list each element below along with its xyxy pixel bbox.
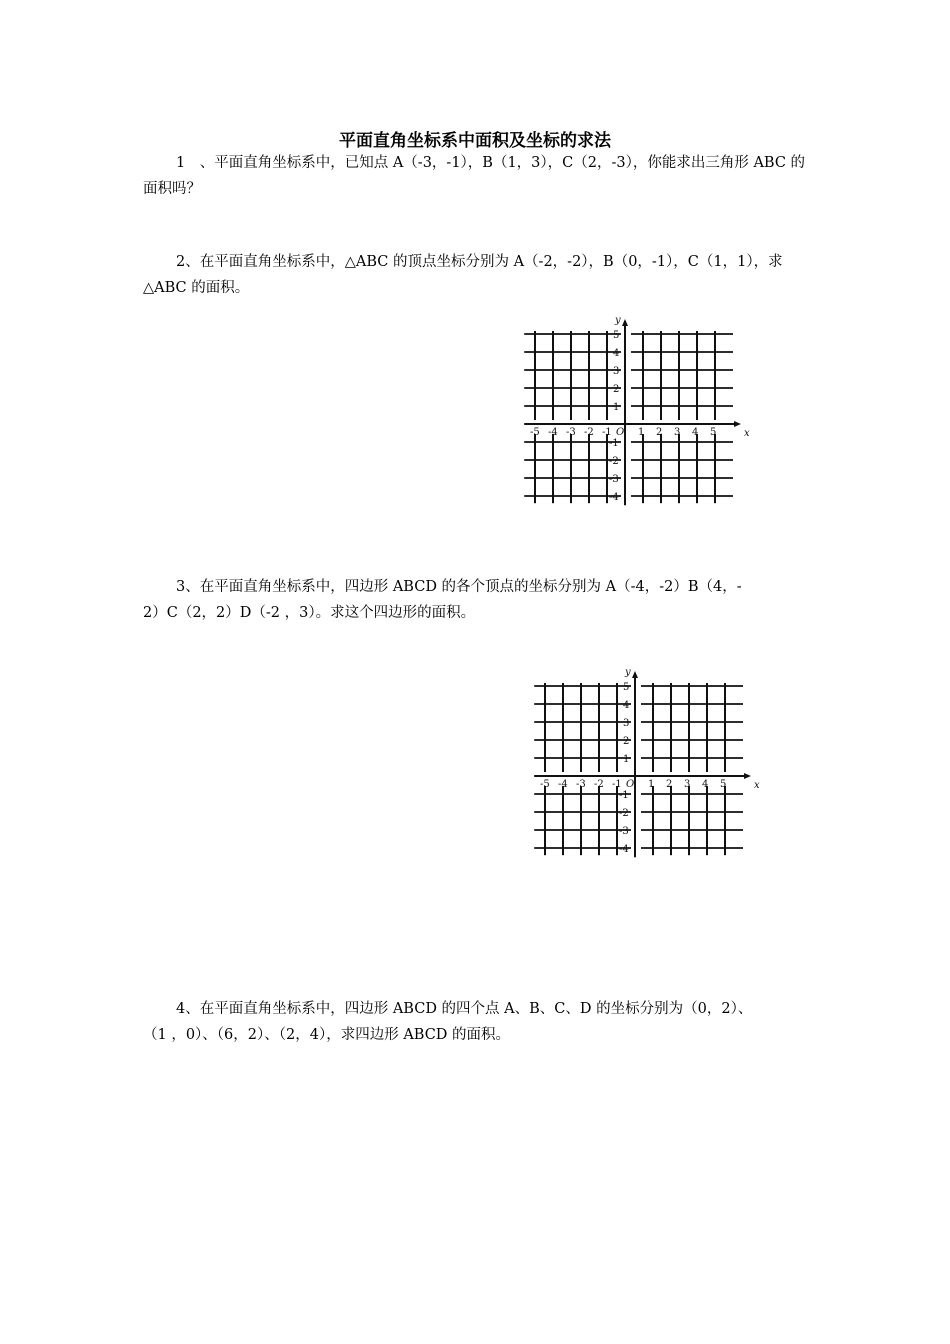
y-tick-label: 3 <box>613 366 620 377</box>
y-tick-label: 1 <box>613 402 620 413</box>
y-tick-label: 2 <box>613 384 620 395</box>
x-tick-label: -2 <box>594 779 604 790</box>
x-tick-label: 5 <box>710 427 717 438</box>
x-tick-label: -3 <box>566 427 576 438</box>
x-tick-label: 1 <box>648 779 655 790</box>
origin-label: O <box>616 427 625 438</box>
question-4-line-1: 4、在平面直角坐标系中，四边形 ABCD 的四个点 A、B、C、D 的坐标分别为（0，2）、 <box>176 1001 753 1017</box>
x-tick-label: -3 <box>576 779 586 790</box>
question-1 <box>143 150 808 202</box>
x-axis-arrow <box>734 421 741 427</box>
origin-label: O <box>626 779 635 790</box>
question-3-line-1: 3、在平面直角坐标系中，四边形 ABCD 的各个顶点的坐标分别为 A（-4，-2）B（4，- <box>176 579 742 595</box>
y-tick-label: -2 <box>619 808 629 819</box>
y-tick-label: 2 <box>623 736 630 747</box>
question-1-line-1: 1 、平面直角坐标系中，已知点 A（-3，-1），B（1，3），C（2，-3），你能求出三角形 ABC 的 <box>176 155 806 171</box>
y-tick-label: -3 <box>609 474 619 485</box>
x-tick-label: -1 <box>602 427 612 438</box>
x-axis-arrow <box>744 773 751 779</box>
x-tick-label: 2 <box>656 427 663 438</box>
question-2-line-1: 2、在平面直角坐标系中，△ABC 的顶点坐标分别为 A（-2，-2），B（0，-1），C（1，1），求 <box>176 254 783 270</box>
x-axis-label: x <box>754 780 760 791</box>
y-tick-label: 1 <box>623 754 630 765</box>
x-tick-label: 1 <box>638 427 645 438</box>
question-2 <box>143 249 808 301</box>
x-tick-label: -4 <box>558 779 568 790</box>
question-2-line-2: △ABC 的面积。 <box>143 280 250 296</box>
page-title: 平面直角坐标系中面积及坐标的求法 <box>339 131 611 151</box>
y-axis-arrow <box>622 319 628 326</box>
question-3-line-2: 2）C（2，2）D（-2 ，3）。求这个四边形的面积。 <box>143 605 476 621</box>
x-tick-label: 4 <box>702 779 709 790</box>
y-tick-label: -2 <box>609 456 619 467</box>
x-tick-label: -1 <box>612 779 622 790</box>
y-axis-label: y <box>625 667 631 678</box>
x-tick-label: 5 <box>720 779 727 790</box>
y-axis-arrow <box>632 671 638 678</box>
y-tick-label: -4 <box>609 492 619 503</box>
y-tick-label: -4 <box>619 844 629 855</box>
x-tick-label: -4 <box>548 427 558 438</box>
x-tick-label: 4 <box>692 427 699 438</box>
question-3 <box>143 574 808 626</box>
question-4 <box>143 996 808 1048</box>
x-tick-label: 2 <box>666 779 673 790</box>
y-tick-label: -1 <box>609 438 619 449</box>
x-axis-label: x <box>744 428 750 439</box>
x-tick-label: -5 <box>540 779 550 790</box>
y-tick-label: -3 <box>619 826 629 837</box>
x-tick-label: 3 <box>674 427 681 438</box>
y-tick-label: -1 <box>619 790 629 801</box>
x-tick-label: -2 <box>584 427 594 438</box>
y-tick-label: 4 <box>623 700 630 711</box>
y-tick-label: 5 <box>613 330 620 341</box>
question-1-line-2: 面积吗？ <box>143 181 201 197</box>
coordinate-grid-1 <box>517 300 750 505</box>
y-tick-label: 4 <box>613 348 620 359</box>
question-4-line-2: （1 ，0）、（6，2）、（2，4），求四边形 ABCD 的面积。 <box>143 1027 511 1043</box>
coordinate-grid-2 <box>527 652 760 857</box>
x-tick-label: -5 <box>530 427 540 438</box>
y-tick-label: 5 <box>623 682 630 693</box>
x-tick-label: 3 <box>684 779 691 790</box>
y-axis-label: y <box>615 315 621 326</box>
y-tick-label: 3 <box>623 718 630 729</box>
